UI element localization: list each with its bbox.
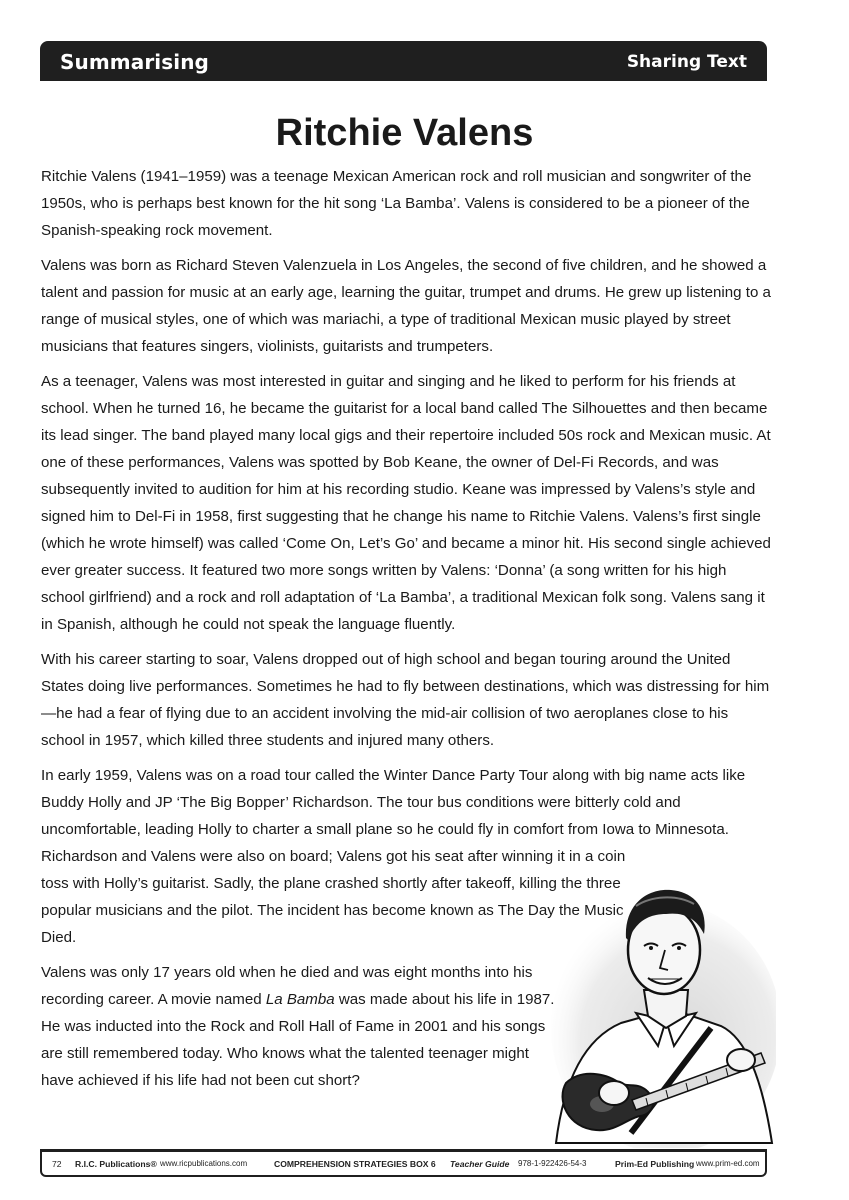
paragraph-touring: With his career starting to soar, Valens dropped out of high school and began touring around the United States doing live performances. Sometimes he had to fly between destinations, which was distressing for him—he had a fear of flying due to an accident involving the mid-air collision of two aeroplanes close to his school in 1957, which killed three students and injured many others. [41, 651, 770, 749]
page-title: Ritchie Valens [275, 112, 534, 155]
header-bar [40, 41, 767, 81]
paragraph-early-life: Valens was born as Richard Steven Valenzuela in Los Angeles, the second of five children, and he showed a talent and passion for music at an early age, learning the guitar, trumpet and drums. He grew up listening to a range of musical styles, one of which was mariachi, a type of traditional Mexican music played by street musicians that features singers, violinists, guitarists and trumpeters. [41, 257, 771, 355]
paragraph-career: As a teenager, Valens was most interested in guitar and singing and he liked to perform for his friends at school. When he turned 16, he became the guitarist for a local band called The Silhouettes and then became its lead singer. The band played many local gigs and their repertoire included 50s rock and Mexican music. At one of these performances, Valens was spotted by Bob Keane, the owner of Del-Fi Records, and was subsequently invited to audition for him at his recording studio. Keane was impressed by Valens’s style and signed him to Del-Fi in 1958, first suggesting that he change his name to Ritchie Valens. Valens’s first single (which he wrote himself) was called ‘Come On, Let’s Go’ and became a minor hit. His second single achieved ever greater success. It featured two more songs written by Valens: ‘Donna’ (a song written for his high school girlfriend) and a rock and roll adaptation of ‘La Bamba’, a traditional Mexican folk song. Valens sang it in Spanish, although he could not speak the language fluently. [41, 373, 771, 633]
legacy-text-end: was made about his life in 1987. He was inducted into the Rock and Roll Hall of Fame in 2001 and his songs are still remembered today. Who knows what the talented teenager might have achieved if his life had not been cut short? [41, 991, 555, 1089]
paragraph-intro: Ritchie Valens (1941–1959) was a teenage Mexican American rock and roll musician and songwriter of the 1950s, who is perhaps best known for the hit song ‘La Bamba’. Valens is considered to be a pioneer of the Spanish-speaking rock movement. [41, 168, 752, 239]
footer-guide: Teacher Guide [450, 1159, 510, 1169]
paragraph-legacy [41, 959, 556, 1094]
footer-isbn: 978-1-922426-54-3 [518, 1159, 587, 1168]
footer-partner: Prim-Ed Publishing [615, 1159, 695, 1169]
footer-page-number: 72 [52, 1159, 62, 1169]
paragraph-tour-start: In early 1959, Valens was on a road tour called the Winter Dance Party Tour along with big name acts like Buddy Holly and JP ‘The Big Bopper’ Richardson. The tour bus conditions were bitterly cold and uncomfortable, leading Holly to charter a small plane so he could fly in comfort from Iowa to Minnesota. [41, 767, 746, 838]
footer-series: COMPREHENSION STRATEGIES BOX 6 [274, 1159, 436, 1169]
footer-publisher: R.I.C. Publications® [75, 1159, 157, 1169]
category-label: Sharing Text [626, 52, 747, 72]
section-label: Summarising [60, 50, 209, 74]
footer-bar [40, 1149, 767, 1177]
ritchie-valens-guitar-illustration [536, 878, 776, 1148]
footer-partner-url[interactable]: www.prim-ed.com [696, 1159, 760, 1168]
paragraph-crash: Richardson and Valens were also on board; Valens got his seat after winning it in a coin toss with Holly’s guitarist. Sadly, the plane crashed shortly after takeoff, killing the three popular musicians and the pilot. The incident has become known as The Day the Music Died. [41, 848, 626, 946]
film-title: La Bamba [265, 991, 335, 1008]
footer-publisher-url[interactable]: www.ricpublications.com [160, 1159, 248, 1168]
legacy-text-start: Valens was only 17 years old when he died and was eight months into his recording career. A movie named [41, 964, 533, 1008]
